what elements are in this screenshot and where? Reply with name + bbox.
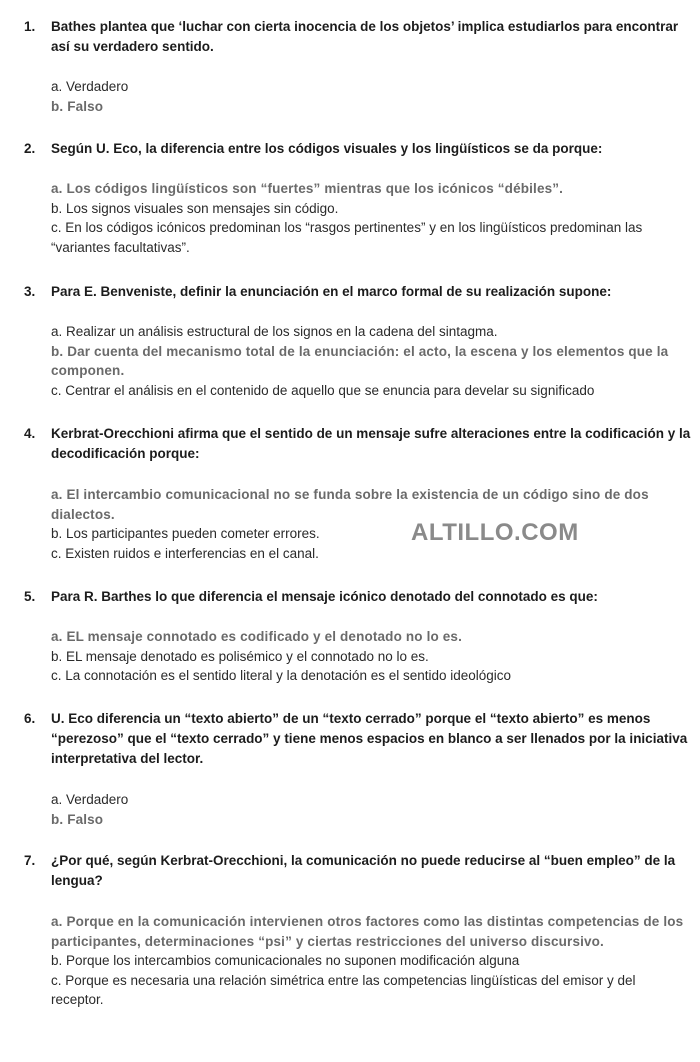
option-a-correct: a. EL mensaje connotado es codificado y el denotado no lo es. [51,629,462,644]
option-a-correct: a. Porque en la comunicación intervienen otros factores como las distintas competencias de los participantes, determinaciones “psi” y ciertas restricciones del universo discursivo. [51,914,684,949]
option-c: c. Centrar el análisis en el contenido de aquello que se enuncia para develar su significado [51,382,595,398]
question-number: 1. [24,19,36,34]
question-text: ¿Por qué, según Kerbrat-Orecchioni, la comunicación no puede reducirse al “buen empleo” de la lengua? [51,853,676,888]
question-text: Kerbrat-Orecchioni afirma que el sentido de un mensaje sufre alteraciones entre la codificación y la decodificación porque: [51,426,691,461]
option-a: a. Realizar un análisis estructural de los signos en la cadena del sintagma. [51,324,498,339]
question-text: Para R. Barthes lo que diferencia el mensaje icónico denotado del connotado es que: [51,589,598,604]
option-b: b. Los signos visuales son mensajes sin código. [51,200,339,216]
answer-options [51,912,691,1010]
question-text: Según U. Eco, la diferencia entre los códigos visuales y los lingüísticos se da porque: [51,141,603,156]
question-text: U. Eco diferencia un “texto abierto” de un “texto cerrado” porque el “texto abierto” es menos “perezoso” que el “texto cerrado” y tiene menos espacios en blanco a ser llenados por la iniciativa interpretativa del lector. [51,711,688,766]
option-c: c. En los códigos icónicos predominan los “rasgos pertinentes” y en los lingüísticos predominan las “variantes facultativas”. [51,220,643,255]
answer-options [51,627,691,686]
option-a: a. Verdadero [51,79,129,94]
question-number: 6. [24,711,36,726]
question-text: Bathes plantea que ‘luchar con cierta inocencia de los objetos’ implica estudiarlos para encontrar así su verdadero sentido. [51,19,679,54]
option-a-correct: a. El intercambio comunicacional no se funda sobre la existencia de un código sino de dos dialectos. [51,487,649,522]
option-b: b. EL mensaje denotado es polisémico y el connotado no lo es. [51,648,429,664]
answer-options [51,179,691,257]
question-number: 2. [24,141,36,156]
option-b-correct: b. Falso [51,811,104,827]
option-c: c. La connotación es el sentido literal y la denotación es el sentido ideológico [51,668,512,683]
answer-options [51,77,691,116]
option-a-correct: a. Los códigos lingüísticos son “fuertes” mientras que los icónicos “débiles”. [51,181,564,196]
question-number: 3. [24,284,36,299]
option-a: a. Verdadero [51,792,129,807]
question-number: 5. [24,589,36,604]
answer-options [51,790,691,829]
answer-options [51,322,691,400]
answer-options [51,485,691,563]
option-b: b. Porque los intercambios comunicacionales no suponen modificación alguna [51,953,520,968]
watermark: ALTILLO.COM [411,519,579,546]
option-c: c. Existen ruidos e interferencias en el canal. [51,545,319,561]
question-number: 7. [24,853,36,868]
option-b: b. Los participantes pueden cometer errores. [51,526,320,541]
question-number: 4. [24,426,36,441]
option-b-correct: b. Falso [51,98,104,114]
option-c: c. Porque es necesaria una relación simétrica entre las competencias lingüísticas del emisor y del receptor. [51,972,636,1007]
question-text: Para E. Benveniste, definir la enunciación en el marco formal de su realización supone: [51,284,612,299]
option-b-correct: b. Dar cuenta del mecanismo total de la enunciación: el acto, la escena y los elementos que la componen. [51,343,669,378]
